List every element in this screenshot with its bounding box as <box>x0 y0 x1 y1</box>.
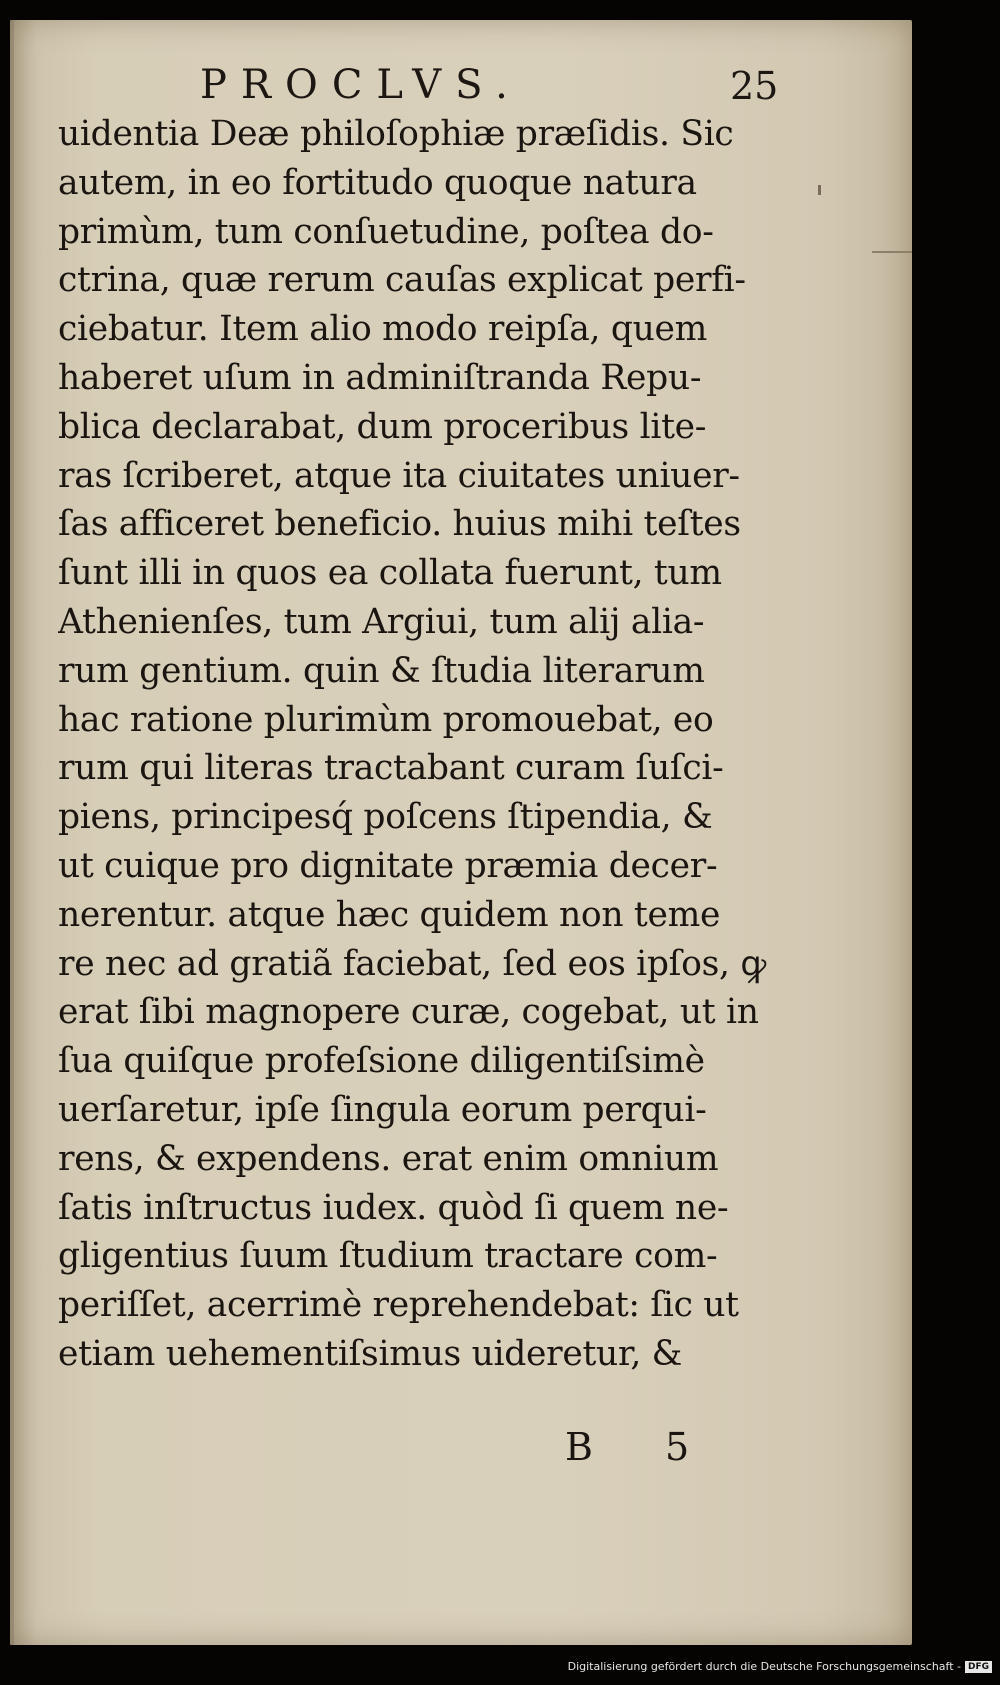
text-line: hac ratione plurimùm promouebat, eo <box>58 699 714 740</box>
signature-mark: B 5 <box>565 1425 720 1469</box>
credit-text: Digitalisierung gefördert durch die Deutsche Forschungsgemeinschaft - <box>567 1660 961 1673</box>
text-line: uidentia Deæ philoſophiæ præſidis. Sic <box>58 114 734 154</box>
book-page <box>10 20 912 1645</box>
text-line: autem, in eo fortitudo quoque natura <box>58 162 697 203</box>
text-line: ſua quiſque profeſsione diligentiſsimè <box>58 1041 705 1082</box>
margin-dash <box>872 251 912 253</box>
body-text <box>58 110 798 1379</box>
text-line: periſſet, acerrimè reprehendebat: ſic ut <box>58 1285 739 1326</box>
page-gutter-edge <box>10 20 14 1645</box>
text-line: ras ſcriberet, atque ita ciuitates uniuer- <box>58 455 740 496</box>
text-line: uerſaretur, ipſe ſingula eorum perqui- <box>58 1089 707 1130</box>
text-line: re nec ad gratiã faciebat, ſed eos ipſos, ꝙ <box>58 943 766 984</box>
text-line: ut cuique pro dignitate præmia decer- <box>58 845 718 886</box>
text-line: rens, & expendens. erat enim omnium <box>58 1138 719 1179</box>
text-line: primùm, tum conſuetudine, poſtea do- <box>58 211 714 252</box>
text-line: ſas afficeret beneficio. huius mihi teſtes <box>58 504 741 545</box>
text-line: nerentur. atque hæc quidem non teme <box>58 894 721 935</box>
text-line: rum gentium. quin & ſtudia literarum <box>58 650 705 691</box>
text-line: ctrina, quæ rerum cauſas explicat perfi- <box>58 260 746 301</box>
running-head: PROCLVS. <box>200 62 522 108</box>
digitization-credit <box>568 1660 992 1673</box>
text-line: piens, principesq́ poſcens ſtipendia, & <box>58 797 713 838</box>
text-line: etiam uehementiſsimus uideretur, & <box>58 1333 683 1374</box>
page-number: 25 <box>730 64 779 108</box>
text-line: ſunt illi in quos ea collata fuerunt, tum <box>58 553 722 594</box>
text-line: gligentius ſuum ſtudium tractare com- <box>58 1236 718 1277</box>
text-line: haberet uſum in adminiſtranda Repu- <box>58 357 702 398</box>
text-line: ciebatur. Item alio modo reipſa, quem <box>58 309 708 350</box>
dfg-logo: DFG <box>965 1661 992 1673</box>
text-line: erat ſibi magnopere curæ, cogebat, ut in <box>58 992 759 1033</box>
text-line: ſatis inſtructus iudex. quòd ſi quem ne- <box>58 1187 729 1228</box>
text-line: rum qui literas tractabant curam ſuſci- <box>58 748 724 789</box>
text-line: Athenienſes, tum Argiui, tum alij alia- <box>58 601 705 642</box>
text-line: blica declarabat, dum proceribus lite- <box>58 406 707 447</box>
margin-mark <box>818 185 821 195</box>
